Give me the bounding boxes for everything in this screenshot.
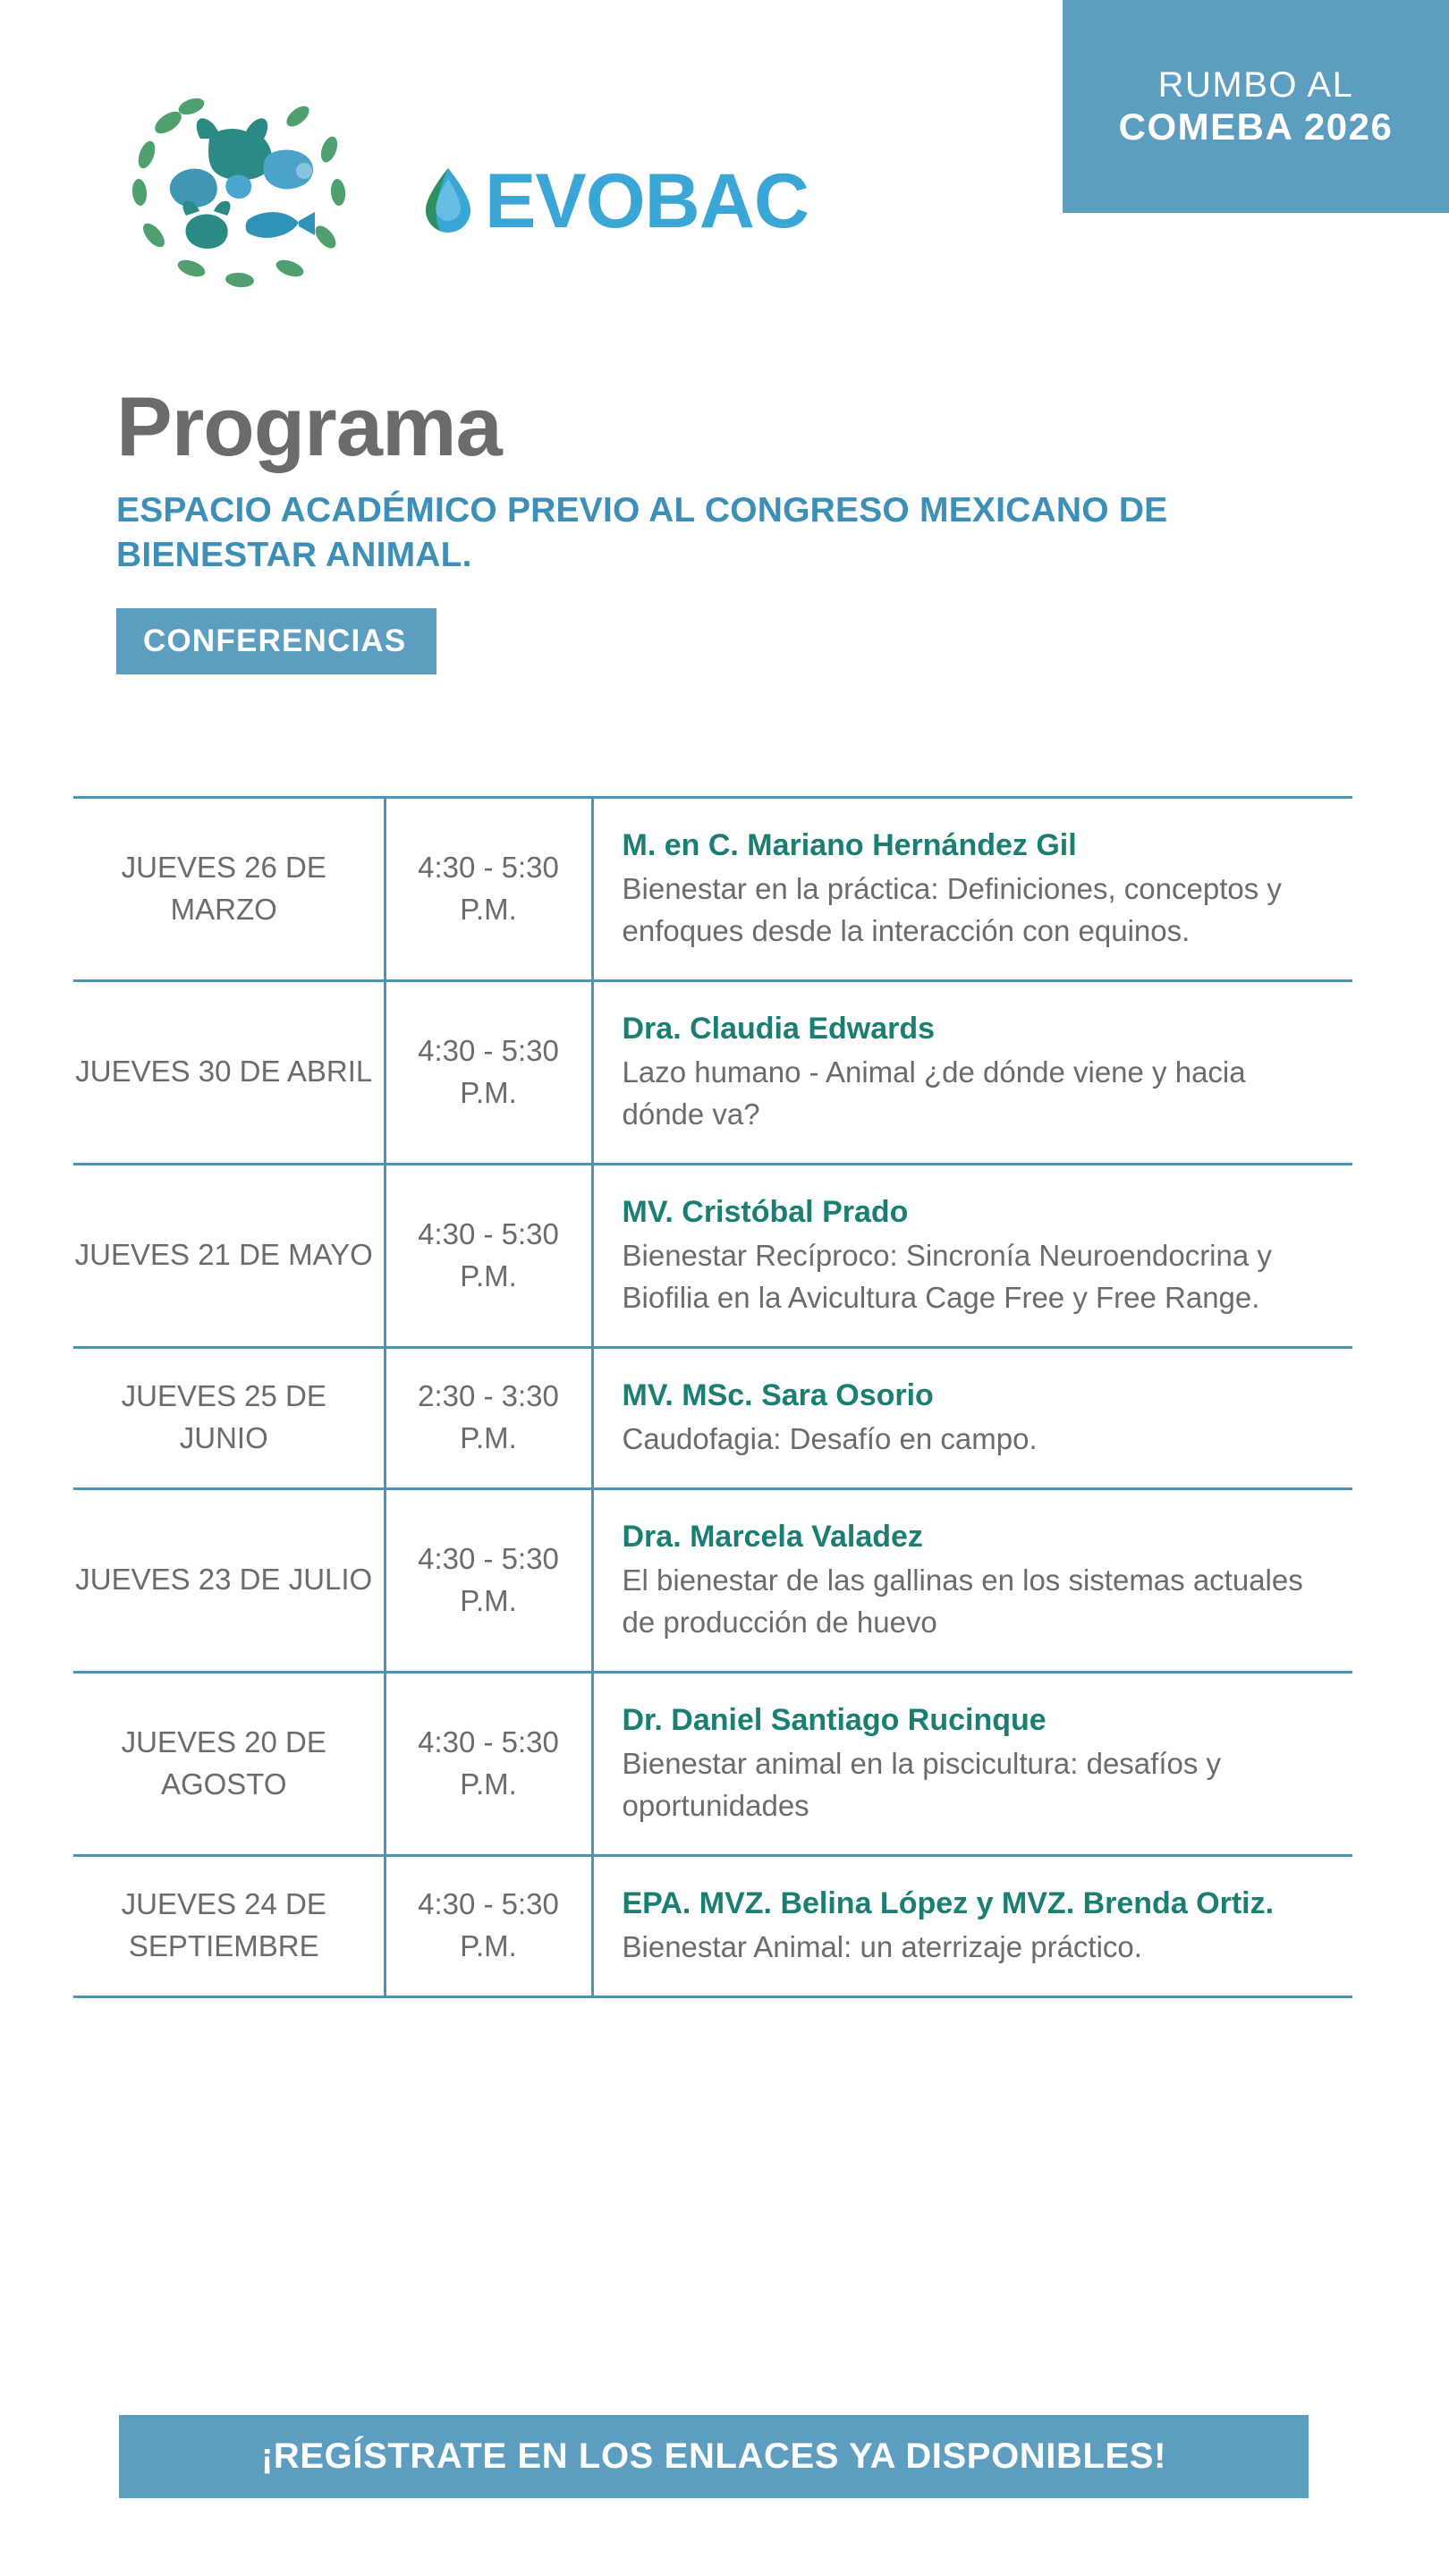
row-date: JUEVES 30 DE ABRIL: [73, 980, 385, 1164]
row-talk: Bienestar animal en la piscicultura: desafíos y oportunidades: [622, 1746, 1222, 1822]
logo-row: [114, 85, 809, 291]
row-time: 2:30 - 3:30 P.M.: [385, 1347, 592, 1488]
row-time: 4:30 - 5:30 P.M.: [385, 980, 592, 1164]
row-talk: Caudofagia: Desafío en campo.: [622, 1421, 1038, 1455]
row-time: 4:30 - 5:30 P.M.: [385, 1488, 592, 1672]
row-info: [592, 1347, 1352, 1488]
row-speaker: M. en C. Mariano Hernández Gil: [622, 828, 1077, 862]
animal-welfare-circle-logo: [114, 85, 367, 291]
table-row: [73, 1672, 1352, 1855]
heading-block: [116, 379, 1333, 674]
row-speaker: Dra. Marcela Valadez: [622, 1519, 923, 1554]
row-talk: Bienestar Animal: un aterrizaje práctico.: [622, 1929, 1142, 1963]
conferencias-badge: CONFERENCIAS: [116, 608, 436, 674]
row-info: [592, 980, 1352, 1164]
row-date: JUEVES 23 DE JULIO: [73, 1488, 385, 1672]
rumbo-al-comeba-banner: [1063, 0, 1449, 213]
row-date: JUEVES 21 DE MAYO: [73, 1164, 385, 1347]
page-title: Programa: [116, 379, 502, 473]
row-date: JUEVES 20 DE AGOSTO: [73, 1672, 385, 1855]
page-subtitle: ESPACIO ACADÉMICO PREVIO AL CONGRESO MEXICANO DE BIENESTAR ANIMAL.: [116, 491, 1168, 574]
table-row: [73, 980, 1352, 1164]
row-date: JUEVES 26 DE MARZO: [73, 798, 385, 981]
row-info: [592, 1672, 1352, 1855]
banner-line-2: COMEBA 2026: [1118, 105, 1394, 148]
schedule-body: [73, 798, 1352, 1997]
row-speaker: EPA. MVZ. Belina López y MVZ. Brenda Ortiz.: [622, 1885, 1275, 1920]
evobac-wordmark: EVOBAC: [485, 158, 809, 244]
table-row: [73, 1347, 1352, 1488]
row-time: 4:30 - 5:30 P.M.: [385, 1164, 592, 1347]
table-row: [73, 1855, 1352, 1996]
row-time: 4:30 - 5:30 P.M.: [385, 1855, 592, 1996]
row-date: JUEVES 24 DE SEPTIEMBRE: [73, 1855, 385, 1996]
evobac-drop-icon: [420, 166, 476, 236]
row-speaker: MV. MSc. Sara Osorio: [622, 1377, 934, 1412]
evobac-logo: [420, 158, 809, 244]
row-info: [592, 1488, 1352, 1672]
row-info: [592, 1855, 1352, 1996]
row-time: 4:30 - 5:30 P.M.: [385, 798, 592, 981]
row-speaker: Dra. Claudia Edwards: [622, 1011, 936, 1046]
schedule-table: [73, 796, 1352, 1998]
register-cta-banner[interactable]: ¡REGÍSTRATE EN LOS ENLACES YA DISPONIBLES!: [119, 2415, 1309, 2498]
row-time: 4:30 - 5:30 P.M.: [385, 1672, 592, 1855]
table-row: [73, 1488, 1352, 1672]
row-talk: Lazo humano - Animal ¿de dónde viene y hacia dónde va?: [622, 1055, 1246, 1131]
row-talk: Bienestar en la práctica: Definiciones, conceptos y enfoques desde la interacción con equinos.: [622, 872, 1282, 948]
row-info: [592, 1164, 1352, 1347]
row-speaker: Dr. Daniel Santiago Rucinque: [622, 1702, 1046, 1737]
row-talk: El bienestar de las gallinas en los sistemas actuales de producción de huevo: [622, 1563, 1303, 1639]
table-row: [73, 798, 1352, 981]
banner-line-1: RUMBO AL: [1157, 64, 1354, 105]
row-talk: Bienestar Recíproco: Sincronía Neuroendocrina y Biofilia en la Avicultura Cage Free y Free Range.: [622, 1239, 1272, 1314]
row-info: [592, 798, 1352, 981]
row-date: JUEVES 25 DE JUNIO: [73, 1347, 385, 1488]
row-speaker: MV. Cristóbal Prado: [622, 1194, 909, 1229]
table-row: [73, 1164, 1352, 1347]
